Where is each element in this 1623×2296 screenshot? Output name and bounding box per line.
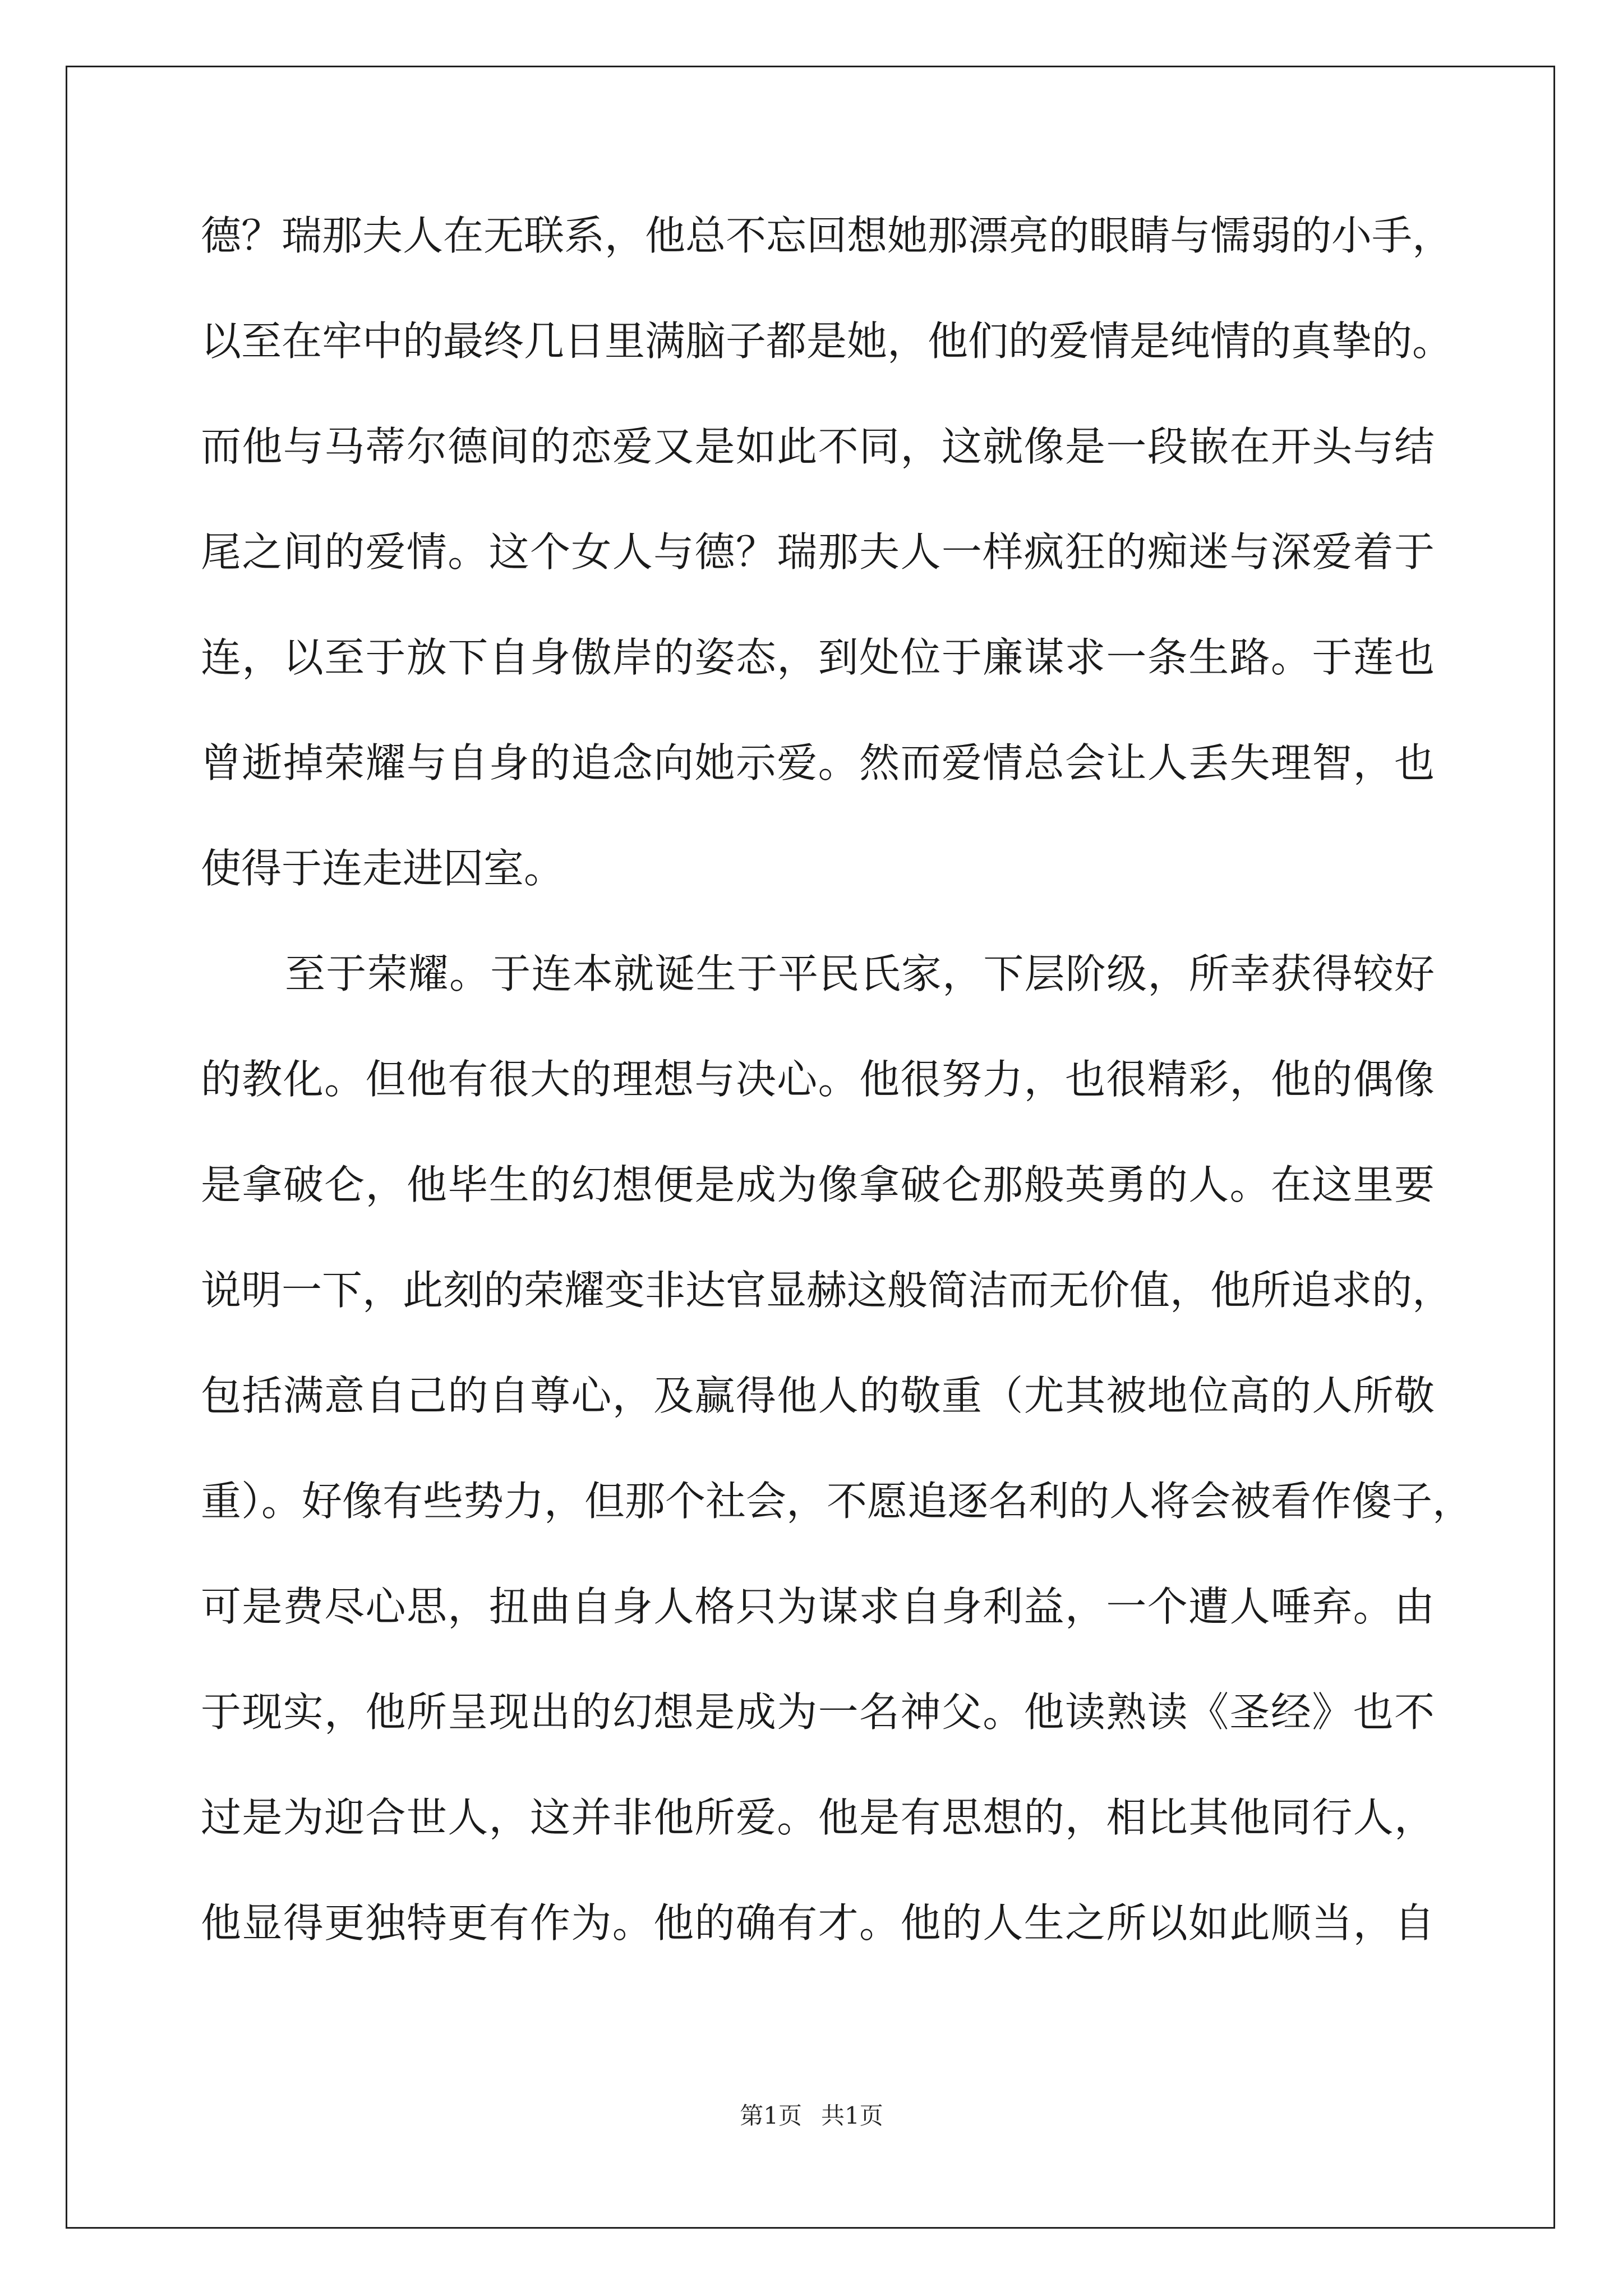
page-number: 第1页 (740, 2102, 802, 2129)
text-line: 连，以至于放下自身傲岸的姿态，到处位于廉谋求一条生路。于莲也 (201, 634, 1435, 681)
text-line: 是拿破仑，他毕生的幻想便是成为像拿破仑那般英勇的人。在这里要 (201, 1161, 1435, 1208)
text-line: 曾逝掉荣耀与自身的追念向她示爱。然而爱情总会让人丢失理智，也 (201, 739, 1435, 786)
text-line: 尾之间的爱情。这个女人与德？瑞那夫人一样疯狂的痴迷与深爱着于 (201, 528, 1435, 576)
text-line: 德？瑞那夫人在无联系，他总不忘回想她那漂亮的眼睛与懦弱的小手， (201, 212, 1453, 259)
page-total: 共1页 (821, 2102, 883, 2129)
text-line: 过是为迎合世人，这并非他所爱。他是有思想的，相比其他同行人， (201, 1794, 1435, 1841)
text-line: 可是费尽心思，扭曲自身人格只为谋求自身利益，一个遭人唾弃。由 (201, 1583, 1435, 1630)
text-line: 以至在牢中的最终几日里满脑子都是她，他们的爱情是纯情的真挚的。 (201, 318, 1453, 365)
text-line: 包括满意自己的自尊心，及赢得他人的敬重（尤其被地位高的人所敬 (201, 1372, 1435, 1419)
text-line: 他显得更独特更有作为。他的确有才。他的人生之所以如此顺当，自 (201, 1899, 1435, 1947)
text-line: 于现实，他所呈现出的幻想是成为一名神父。他读熟读《圣经》也不 (201, 1688, 1435, 1736)
text-line: 而他与马蒂尔德间的恋爱又是如此不同，这就像是一段嵌在开头与结 (201, 423, 1435, 470)
text-line: 说明一下，此刻的荣耀变非达官显赫这般简洁而无价值，他所追求的， (201, 1267, 1453, 1314)
text-line: 至于荣耀。于连本就诞生于平民氏家，下层阶级，所幸获得较好 (285, 950, 1435, 997)
text-line: 使得于连走进囚室。 (201, 845, 565, 892)
text-line: 的教化。但他有很大的理想与决心。他很努力，也很精彩，他的偶像 (201, 1056, 1435, 1103)
text-line: 重）。好像有些势力，但那个社会，不愿追逐名利的人将会被看作傻子， (201, 1478, 1473, 1525)
page-footer (0, 2099, 1623, 2133)
